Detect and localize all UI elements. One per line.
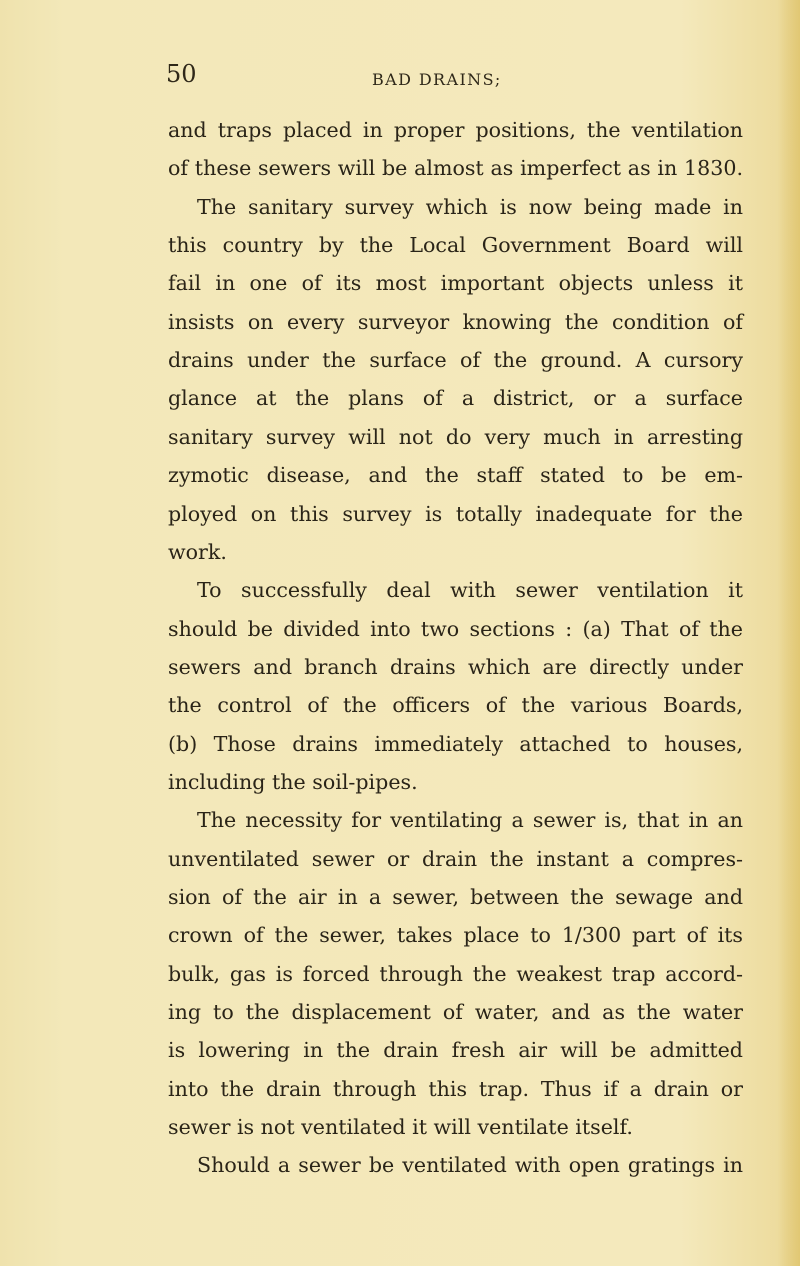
text-line: To successfully deal with sewer ventilation it xyxy=(197,578,743,603)
text-line: Should a sewer be ventilated with open gratings in xyxy=(197,1153,743,1178)
text-line: of these sewers will be almost as imperfect as in 1830. xyxy=(168,156,743,181)
text-line: zymotic disease, and the staff stated to be em- xyxy=(168,463,743,488)
text-line: The sanitary survey which is now being made in xyxy=(197,194,743,219)
running-head: BAD DRAINS; xyxy=(372,70,502,89)
text-line: the control of the officers of the various Boards, xyxy=(168,693,743,718)
text-line: and traps placed in proper positions, the ventilation xyxy=(168,118,743,142)
text-line: sanitary survey will not do very much in arresting xyxy=(168,424,743,449)
text-line: fail in one of its most important objects unless it xyxy=(168,271,743,296)
text-line: ing to the displacement of water, and as the water xyxy=(168,1000,743,1025)
page-edge-shadow xyxy=(778,0,800,1266)
page-header xyxy=(0,54,800,94)
text-line: this country by the Local Government Board will xyxy=(168,233,743,258)
text-line: into the drain through this trap. Thus if a drain or xyxy=(168,1076,743,1101)
text-line: glance at the plans of a district, or a surface xyxy=(168,386,743,411)
text-line: sion of the air in a sewer, between the sewage and xyxy=(168,885,743,909)
text-line: bulk, gas is forced through the weakest trap accord- xyxy=(168,961,743,986)
text-line: (b) Those drains immediately attached to houses, xyxy=(168,731,743,756)
text-line: is lowering in the drain fresh air will be admitted xyxy=(168,1038,743,1063)
text-line: sewer is not ventilated it will ventilate itself. xyxy=(168,1115,633,1140)
page-number: 50 xyxy=(166,60,197,88)
text-line: drains under the surface of the ground. A cursory xyxy=(168,348,743,373)
text-line: ployed on this survey is totally inadequate for the xyxy=(168,501,743,526)
text-line: crown of the sewer, takes place to 1/300 part of its xyxy=(168,923,743,948)
text-line: unventilated sewer or drain the instant a compres- xyxy=(168,846,743,871)
text-line: sewers and branch drains which are directly under xyxy=(168,654,743,679)
text-line: The necessity for ventilating a sewer is, that in an xyxy=(197,808,743,833)
text-line: including the soil-pipes. xyxy=(168,769,418,794)
text-line: work. xyxy=(168,539,227,564)
text-line: should be divided into two sections : (a) That of the xyxy=(168,616,743,641)
text-line: insists on every surveyor knowing the condition of xyxy=(168,309,743,334)
